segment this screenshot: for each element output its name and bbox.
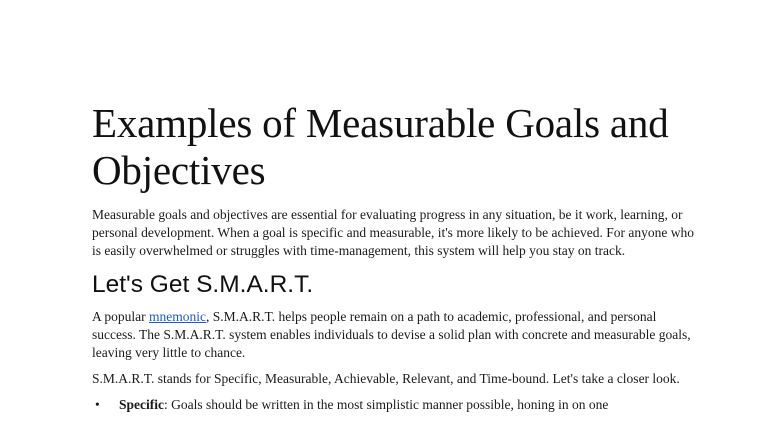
paragraph-text-after-link: , S.M.A.R.T. helps people remain on a path to academic, professional, and personal success. The S.M.A.R.T. system enables individuals to devise a solid plan with concrete and measurable goals, leaving very little to chance.	[92, 309, 691, 360]
section-heading: Let's Get S.M.A.R.T.	[92, 271, 314, 298]
bullet-text: : Goals should be written in the most simplistic manner possible, honing in on one	[164, 397, 609, 412]
smart-intro-paragraph	[92, 308, 702, 362]
smart-bullet-list	[92, 396, 702, 414]
bullet-term: Specific	[119, 397, 164, 412]
mnemonic-link[interactable]: mnemonic	[149, 309, 206, 324]
document-content	[92, 100, 702, 414]
bullet-marker: •	[95, 397, 100, 412]
page-title: Examples of Measurable Goals and Objectives	[92, 100, 669, 193]
intro-paragraph: Measurable goals and objectives are essential for evaluating progress in any situation, be it work, learning, or personal development. When a goal is specific and measurable, it's more likely to be achieved. For anyone who is easily overwhelmed or struggles with time-management, this system will help you stay on track.	[92, 207, 694, 258]
paragraph-text-before-link: A popular	[92, 309, 149, 324]
list-item	[92, 396, 702, 414]
smart-definition-paragraph: S.M.A.R.T. stands for Specific, Measurable, Achievable, Relevant, and Time-bound. Let's take a closer look.	[92, 371, 680, 386]
